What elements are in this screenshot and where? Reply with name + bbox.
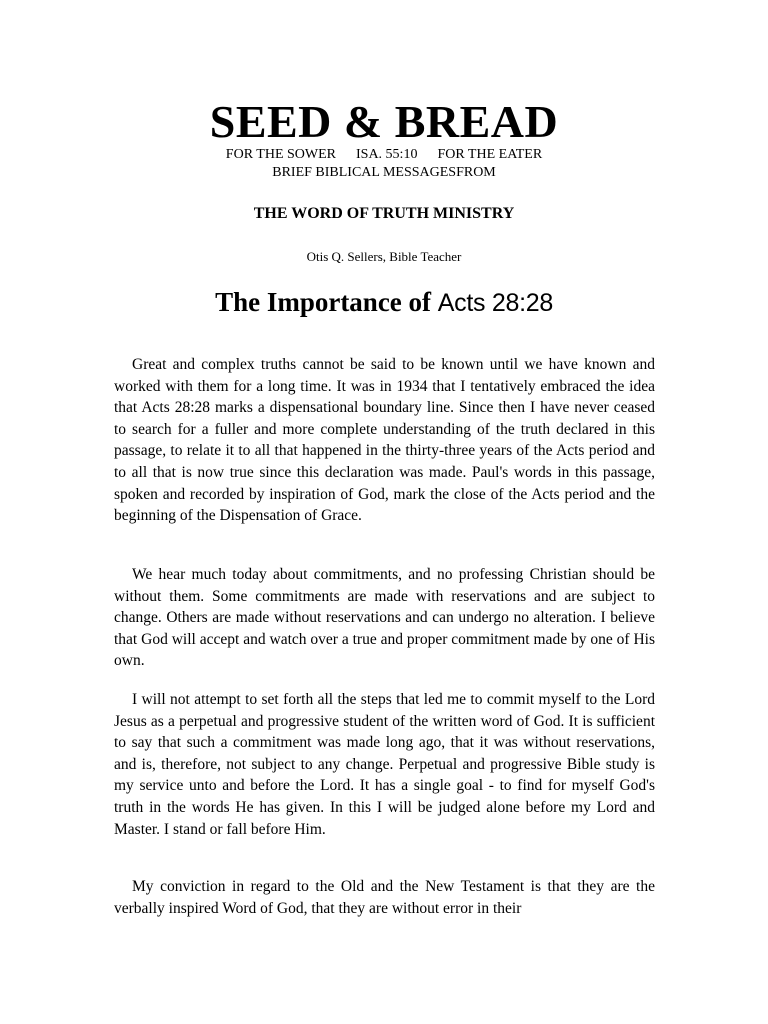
tagline-right: FOR THE EATER (437, 147, 543, 162)
paragraph-text: We hear much today about commitments, and no professing Christian should be without them. Some commitments are made with reservations and are subject to change. Others are made without reservations and can undergo no alteration. I believe that God will accept and watch over a true and proper commitment made by one of His own. (114, 566, 655, 670)
masthead-title: SEED & BREAD (209, 96, 559, 147)
paragraph-text: Great and complex truths cannot be said to be known until we have known and worked with them for a long time. It was in 1934 that I tentatively embraced the idea that Acts 28:28 marks a dispensational boundary line. Since then I have never ceased to search for a fuller and more complete understanding of the truth declared in this passage, to relate it to all that happened in the thirty-three years of the Acts period and to all that is now true since this declaration was made. Paul's words in this passage, spoken and recorded by inspiration of God, mark the close of the Acts period and the beginning of the Dispensation of Grace. (114, 356, 655, 525)
body-paragraph-3 (114, 689, 655, 840)
body-paragraph-2 (114, 564, 655, 672)
author-byline: Otis Q. Sellers, Bible Teacher (306, 249, 462, 264)
body-paragraph-1 (114, 354, 655, 527)
tagline-left: FOR THE SOWER (225, 147, 336, 162)
tagline (0, 146, 768, 164)
article-title (0, 284, 768, 321)
article-title-reference: Acts 28:28 (437, 289, 553, 317)
paragraph-text: I will not attempt to set forth all the steps that led me to commit myself to the Lord Jesus as a perpetual and progressive student of the written word of God. It is sufficient to say that such a commitment was made long ago, that it was without reservations, and is, therefore, not subject to any change. Perpetual and progressive Bible study is my service unto and before the Lord. It has a single goal - to find for myself God's truth in the words He has given. In this I will be judged alone before my Lord and Master. I stand or fall before Him. (114, 691, 655, 838)
article-title-lead: The Importance of (215, 287, 432, 317)
paragraph-text: My conviction in regard to the Old and the New Testament is that they are the verbally inspired Word of God, that they are without error in their (114, 878, 655, 917)
tagline-center: ISA. 55:10 (356, 147, 418, 162)
ministry-name: THE WORD OF TRUTH MINISTRY (253, 205, 515, 222)
body-paragraph-4 (114, 876, 655, 919)
masthead-subtitle: BRIEF BIBLICAL MESSAGESFROM (272, 165, 496, 180)
